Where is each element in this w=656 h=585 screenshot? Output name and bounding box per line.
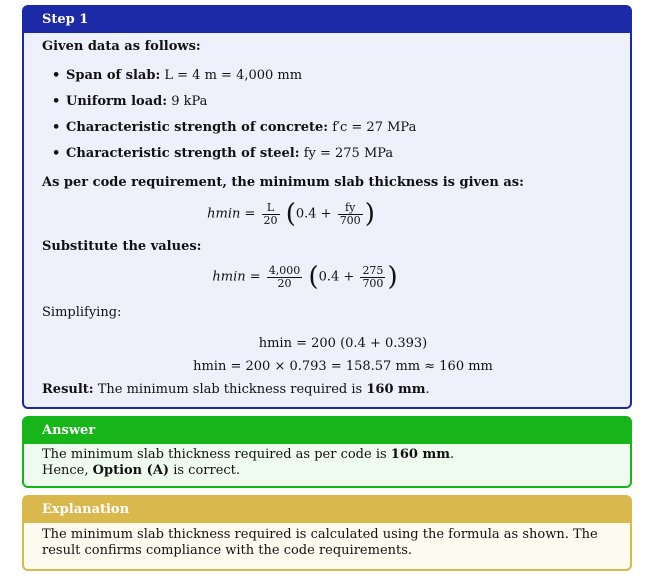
step-panel: [22, 5, 632, 409]
explanation-text: The minimum slab thickness required is calculated using the formula as shown. The result confirms compliance with the code requirements.: [42, 527, 598, 558]
explanation-panel: [22, 495, 632, 571]
equation-step-4: hmin = 200 × 0.793 = 158.57 mm ≈ 160 mm: [193, 359, 493, 374]
equation-step-3: hmin = 200 (0.4 + 0.393): [258, 336, 428, 351]
answer-header: Answer: [24, 418, 630, 444]
step-header: Step 1: [24, 7, 630, 33]
explanation-header: Explanation: [24, 497, 630, 523]
code-requirement-text: As per code requirement, the minimum slab thickness is given as:: [42, 175, 524, 190]
answer-panel: [22, 416, 632, 488]
formula-substituted: hmin = $\frac{4,000}{20}$ (0.4 + $\frac{275}{700}$ ): [212, 262, 398, 292]
bullet-load: • Uniform load: 9 kPa: [66, 94, 207, 109]
bullet-concrete: • Characteristic strength of concrete: f′c = 27 MPa: [66, 120, 416, 135]
substitute-text: Substitute the values:: [42, 239, 202, 254]
given-heading: Given data as follows:: [42, 39, 201, 54]
bullet-span: • Span of slab: L = 4 m = 4,000 mm: [66, 68, 302, 83]
bullet-steel: • Characteristic strength of steel: fy = 275 MPa: [66, 146, 393, 161]
answer-line-2: Hence, Option (A) is correct.: [42, 463, 241, 478]
result-line: Result: The minimum slab thickness required is 160 mm.: [42, 382, 430, 397]
simplifying-text: Simplifying:: [42, 305, 122, 320]
formula-general: hmin = $\frac{L}{20}$ (0.4 + $\frac{fy}{700}$ ): [207, 199, 375, 229]
answer-line-1: The minimum slab thickness required as per code is 160 mm.: [42, 447, 455, 462]
